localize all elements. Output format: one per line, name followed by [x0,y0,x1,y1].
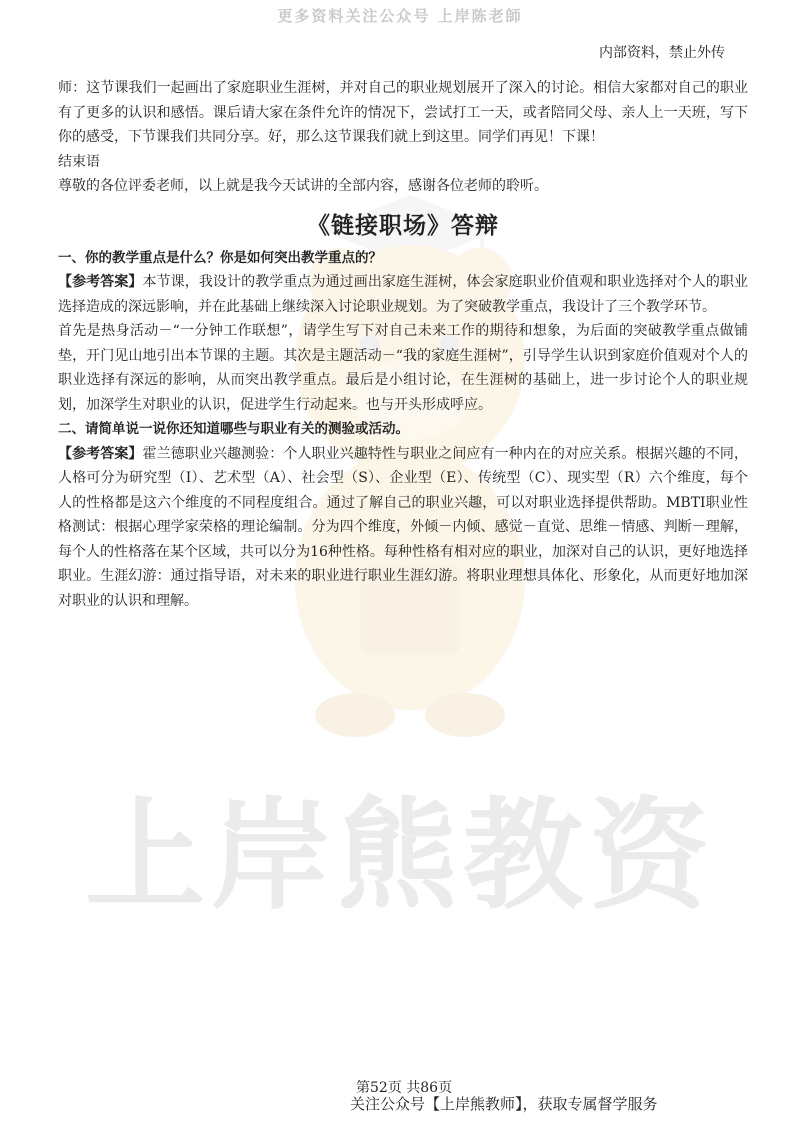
document-body [58,76,748,613]
answer-tag: 【参考答案】 [58,274,143,290]
answer-1-paragraph-1 [58,270,748,319]
page-footer [350,1080,658,1112]
question-1: 一、你的教学重点是什么？你是如何突出教学重点的？ [58,249,382,266]
page-number: 第52页 共86页 [356,1080,453,1096]
top-banner: 更多资料关注公众号 上岸陈老師 [277,7,523,25]
answer-2-text: 霍兰德职业兴趣测验：个人职业兴趣特性与职业之间应有一种内在的对应关系。根据兴趣的不同，人格可分为研究型（I）、艺术型（A）、社会型（S）、企业型（E）、传统型（C）、现实型（R）六个维度，每个人的性格都是这六个维度的不同程度组合。通过了解自己的职业兴趣，可以对职业选择提供帮助。MBTI职业性格测试：根据心理学家荣格的理论编制。分为四个维度，外倾－内倾、感觉－直觉、思维－情感、判断－理解，每个人的性格落在某个区域，共可以分为16种性格。每种性格有相对应的职业，加深对自己的认识，更好地选择职业。生涯幻游：通过指导语，对未来的职业进行职业生涯幻游。将职业理想具体化、形象化，从而更好地加深对职业的认识和理解。 [58,445,748,609]
answer-2-paragraph [58,442,748,614]
answer-1-paragraph-2: 首先是热身活动－“一分钟工作联想”，请学生写下对自己未来工作的期待和想象，为后面的突破教学重点做铺垫，开门见山地引出本节课的主题。其次是主题活动－“我的家庭生涯树”，引导学生认识到家庭价值观对个人的职业选择有深远的影响，从而突出教学重点。最后是小组讨论，在生涯树的基础上，进一步讨论个人的职业规划，加深学生对职业的认识，促进学生行动起来。也与开头形成呼应。 [58,323,748,413]
footer-promo: 关注公众号【上岸熊教师】，获取专属督学服务 [350,1095,658,1113]
document-title: 《链接职场》答辩 [307,212,499,239]
question-2: 二、请简单说一说你还知道哪些与职业有关的测验或活动。 [58,421,409,437]
watermark-text: 上岸熊教资 [85,787,715,926]
ending-heading: 结束语 [58,153,100,170]
answer-1-text: 本节课，我设计的教学重点为通过画出家庭生涯树，体会家庭职业价值观和职业选择对个人的职业选择造成的深远影响，并在此基础上继续深入讨论职业规划。为了突破教学重点，我设计了三个教学环节。 [58,274,748,315]
ending-paragraph: 尊敬的各位评委老师，以上就是我今天试讲的全部内容，感谢各位老师的聆听。 [58,178,548,194]
answer-tag: 【参考答案】 [58,445,143,462]
closing-paragraph: 师：这节课我们一起画出了家庭职业生涯树，并对自己的职业规划展开了深入的讨论。相信大家都对自己的职业有了更多的认识和感悟。课后请大家在条件允许的情况下，尝试打工一天，或者陪同父母、亲人上一天班，写下你的感受，下节课我们共同分享。好，那么这节课我们就上到这里。同学们再见！下课！ [58,80,748,145]
internal-note: 内部资料，禁止外传 [599,45,725,61]
